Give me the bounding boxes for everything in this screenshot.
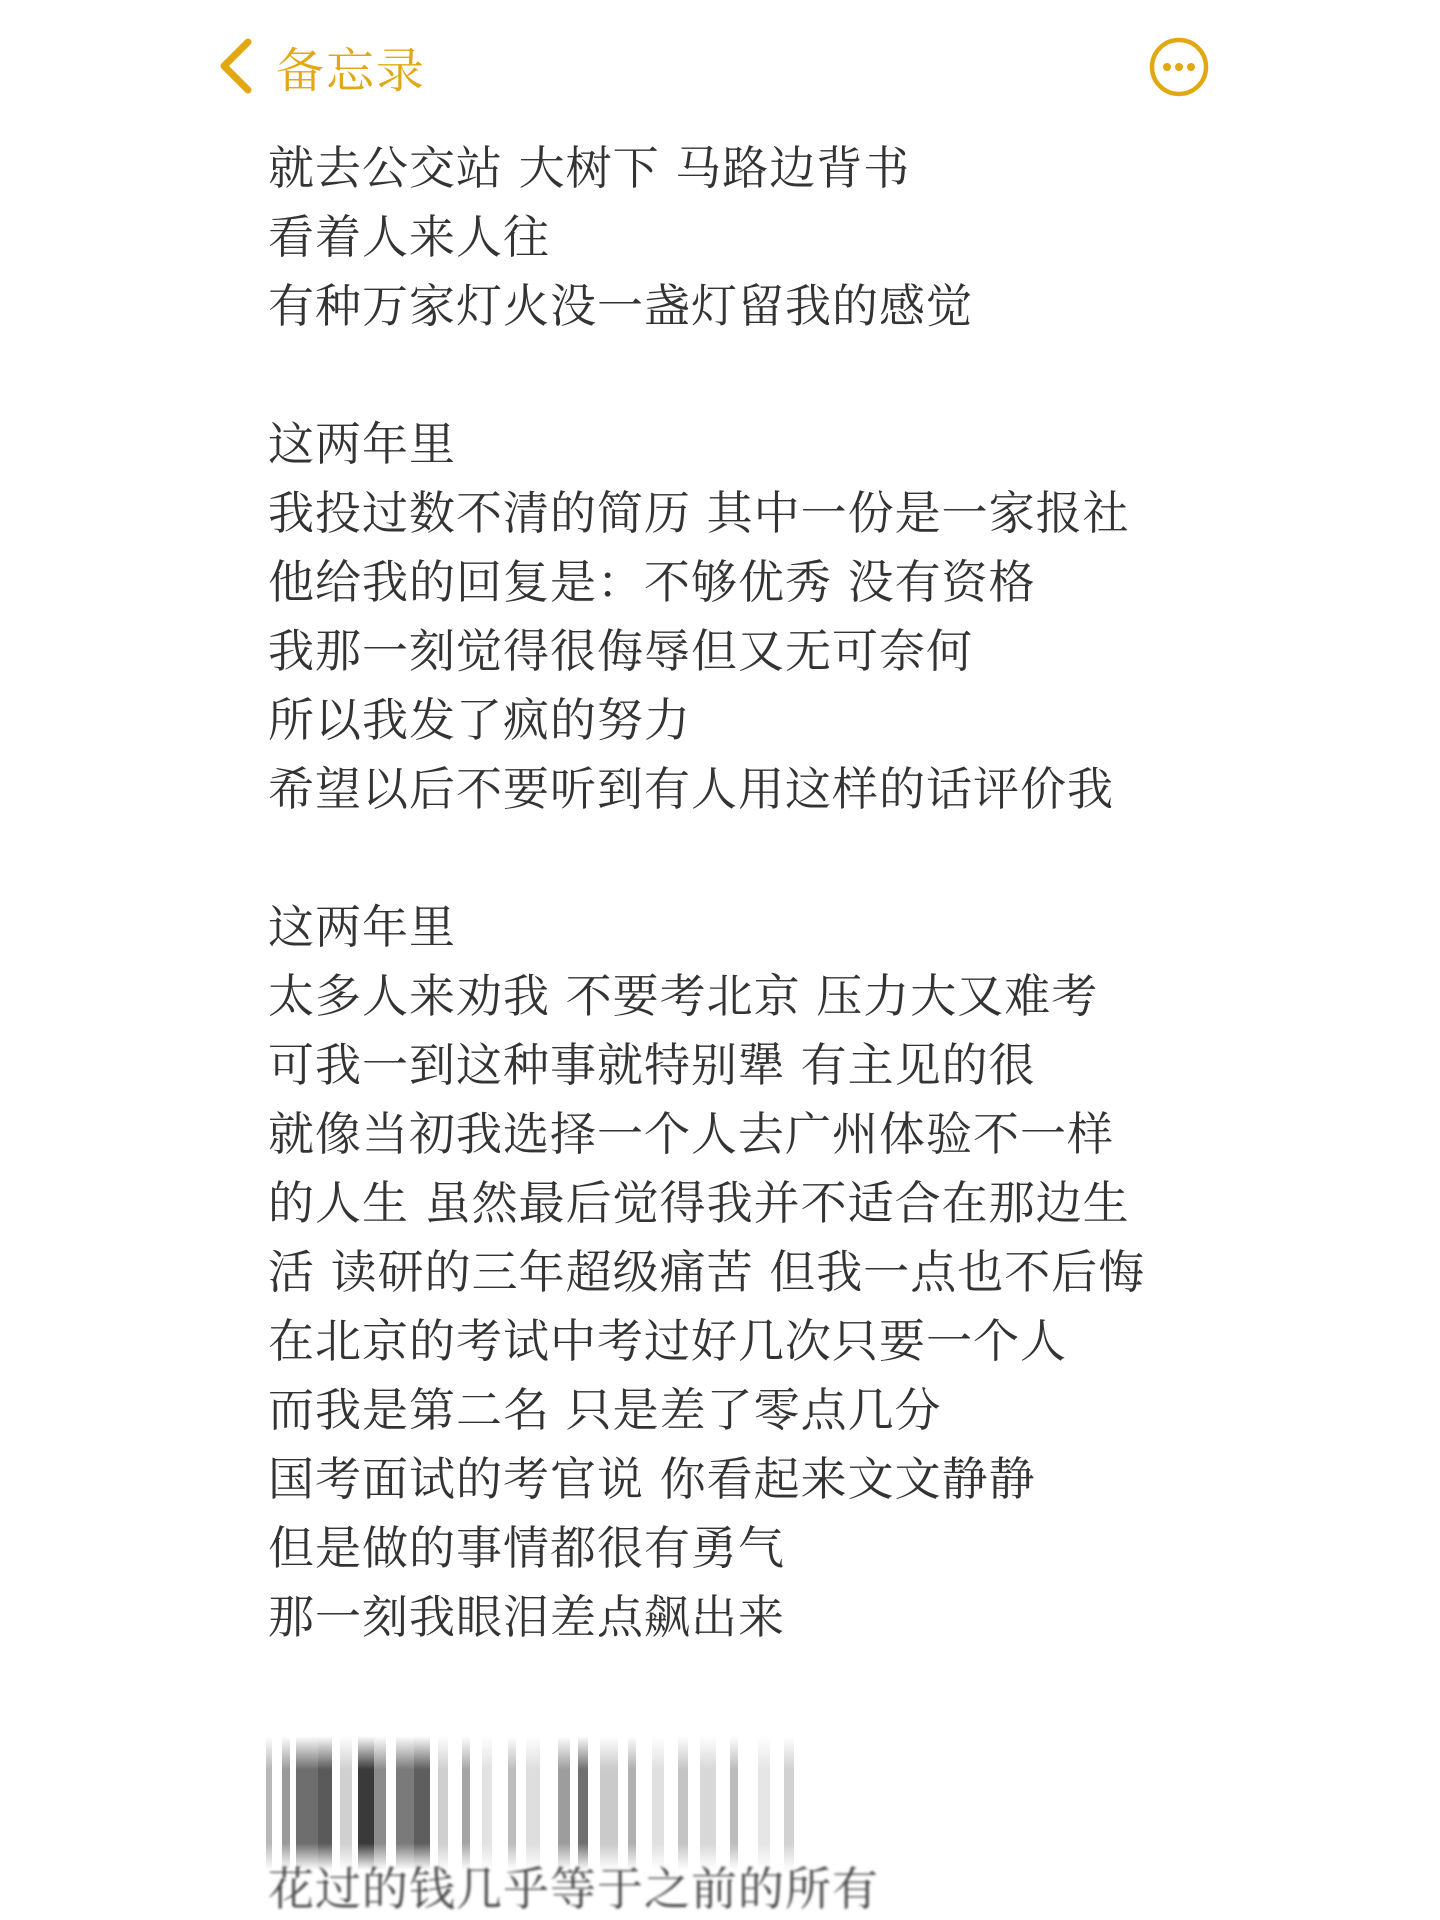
- blur-bar: [540, 1736, 558, 1870]
- note-line: 希望以后不要听到有人用这样的话评价我: [268, 762, 1114, 816]
- note-line: 可我一到这种事就特别犟 有主见的很: [268, 1038, 1036, 1092]
- blur-bar: [282, 1736, 290, 1870]
- blur-bar: [482, 1736, 492, 1870]
- blur-bar: [558, 1736, 570, 1870]
- blur-bar: [794, 1736, 824, 1870]
- blurred-redaction: [266, 1736, 856, 1870]
- blur-bar: [730, 1736, 738, 1870]
- note-line: 在北京的考试中考过好几次只要一个人: [268, 1314, 1067, 1368]
- blur-bar: [570, 1736, 578, 1870]
- note-line: 活 读研的三年超级痛苦 但我一点也不后悔: [268, 1245, 1146, 1299]
- note-line: 那一刻我眼泪差点飙出来: [268, 1590, 785, 1644]
- note-line: 就去公交站 大树下 马路边背书: [268, 141, 911, 195]
- note-line: 但是做的事情都很有勇气: [268, 1521, 785, 1575]
- blur-bar: [430, 1736, 438, 1870]
- note-content[interactable]: [268, 134, 1268, 1652]
- blur-bar: [636, 1736, 652, 1870]
- blank-line: [268, 824, 1268, 893]
- navigation-bar: [0, 0, 1440, 132]
- chevron-left-icon: [216, 36, 256, 96]
- blur-bar: [396, 1736, 414, 1870]
- blur-bar: [716, 1736, 730, 1870]
- blur-bar: [492, 1736, 508, 1870]
- note-line: 所以我发了疯的努力: [268, 693, 691, 747]
- blur-bar: [652, 1736, 664, 1870]
- blur-bar: [770, 1736, 784, 1870]
- blur-bar: [414, 1736, 430, 1870]
- blur-bar: [272, 1736, 282, 1870]
- blur-bar: [374, 1736, 386, 1870]
- note-line: 这两年里: [268, 900, 456, 954]
- blur-bar: [738, 1736, 758, 1870]
- more-horizontal-icon: [1148, 83, 1210, 102]
- blur-bar: [470, 1736, 482, 1870]
- note-line: 我那一刻觉得很侮辱但又无可奈何: [268, 624, 973, 678]
- blur-bar: [318, 1736, 332, 1870]
- blur-bar: [758, 1736, 770, 1870]
- blur-bar: [618, 1736, 628, 1870]
- blank-line: [268, 341, 1268, 410]
- note-line: 这两年里: [268, 417, 456, 471]
- blur-bar: [340, 1736, 352, 1870]
- blur-bar: [462, 1736, 470, 1870]
- note-line: 他给我的回复是：不够优秀 没有资格: [268, 555, 1036, 609]
- note-line: 有种万家灯火没一盏灯留我的感觉: [268, 279, 973, 333]
- blur-bar: [332, 1736, 340, 1870]
- note-line: 国考面试的考官说 你看起来文文静静: [268, 1452, 1036, 1506]
- blur-bar: [526, 1736, 540, 1870]
- blur-bar: [448, 1736, 462, 1870]
- blur-bar: [578, 1736, 588, 1870]
- back-button-label: 备忘录: [276, 42, 427, 99]
- blur-bar: [508, 1736, 516, 1870]
- blur-bar: [386, 1736, 396, 1870]
- blur-bar: [700, 1736, 716, 1870]
- note-line: 而我是第二名 只是差了零点几分: [268, 1383, 942, 1437]
- blur-bar: [588, 1736, 600, 1870]
- more-options-button[interactable]: [1148, 36, 1210, 98]
- back-button[interactable]: [216, 30, 426, 102]
- blur-bar: [628, 1736, 636, 1870]
- blur-bar: [516, 1736, 526, 1870]
- note-line: 看着人来人往: [268, 210, 550, 264]
- blur-bar: [688, 1736, 700, 1870]
- blur-bar: [296, 1736, 318, 1870]
- note-line-cutoff: 花过的钱几乎等于之前的所有: [268, 1862, 879, 1916]
- note-line: 的人生 虽然最后觉得我并不适合在那边生: [268, 1176, 1130, 1230]
- blur-bar: [678, 1736, 688, 1870]
- blur-bar: [600, 1736, 618, 1870]
- note-line: 我投过数不清的简历 其中一份是一家报社: [268, 486, 1130, 540]
- blur-bar: [358, 1736, 374, 1870]
- blur-bar: [438, 1736, 448, 1870]
- blur-bar: [784, 1736, 794, 1870]
- note-line: 太多人来劝我 不要考北京 压力大又难考: [268, 969, 1099, 1023]
- note-line: 就像当初我选择一个人去广州体验不一样: [268, 1107, 1114, 1161]
- blur-bar: [664, 1736, 678, 1870]
